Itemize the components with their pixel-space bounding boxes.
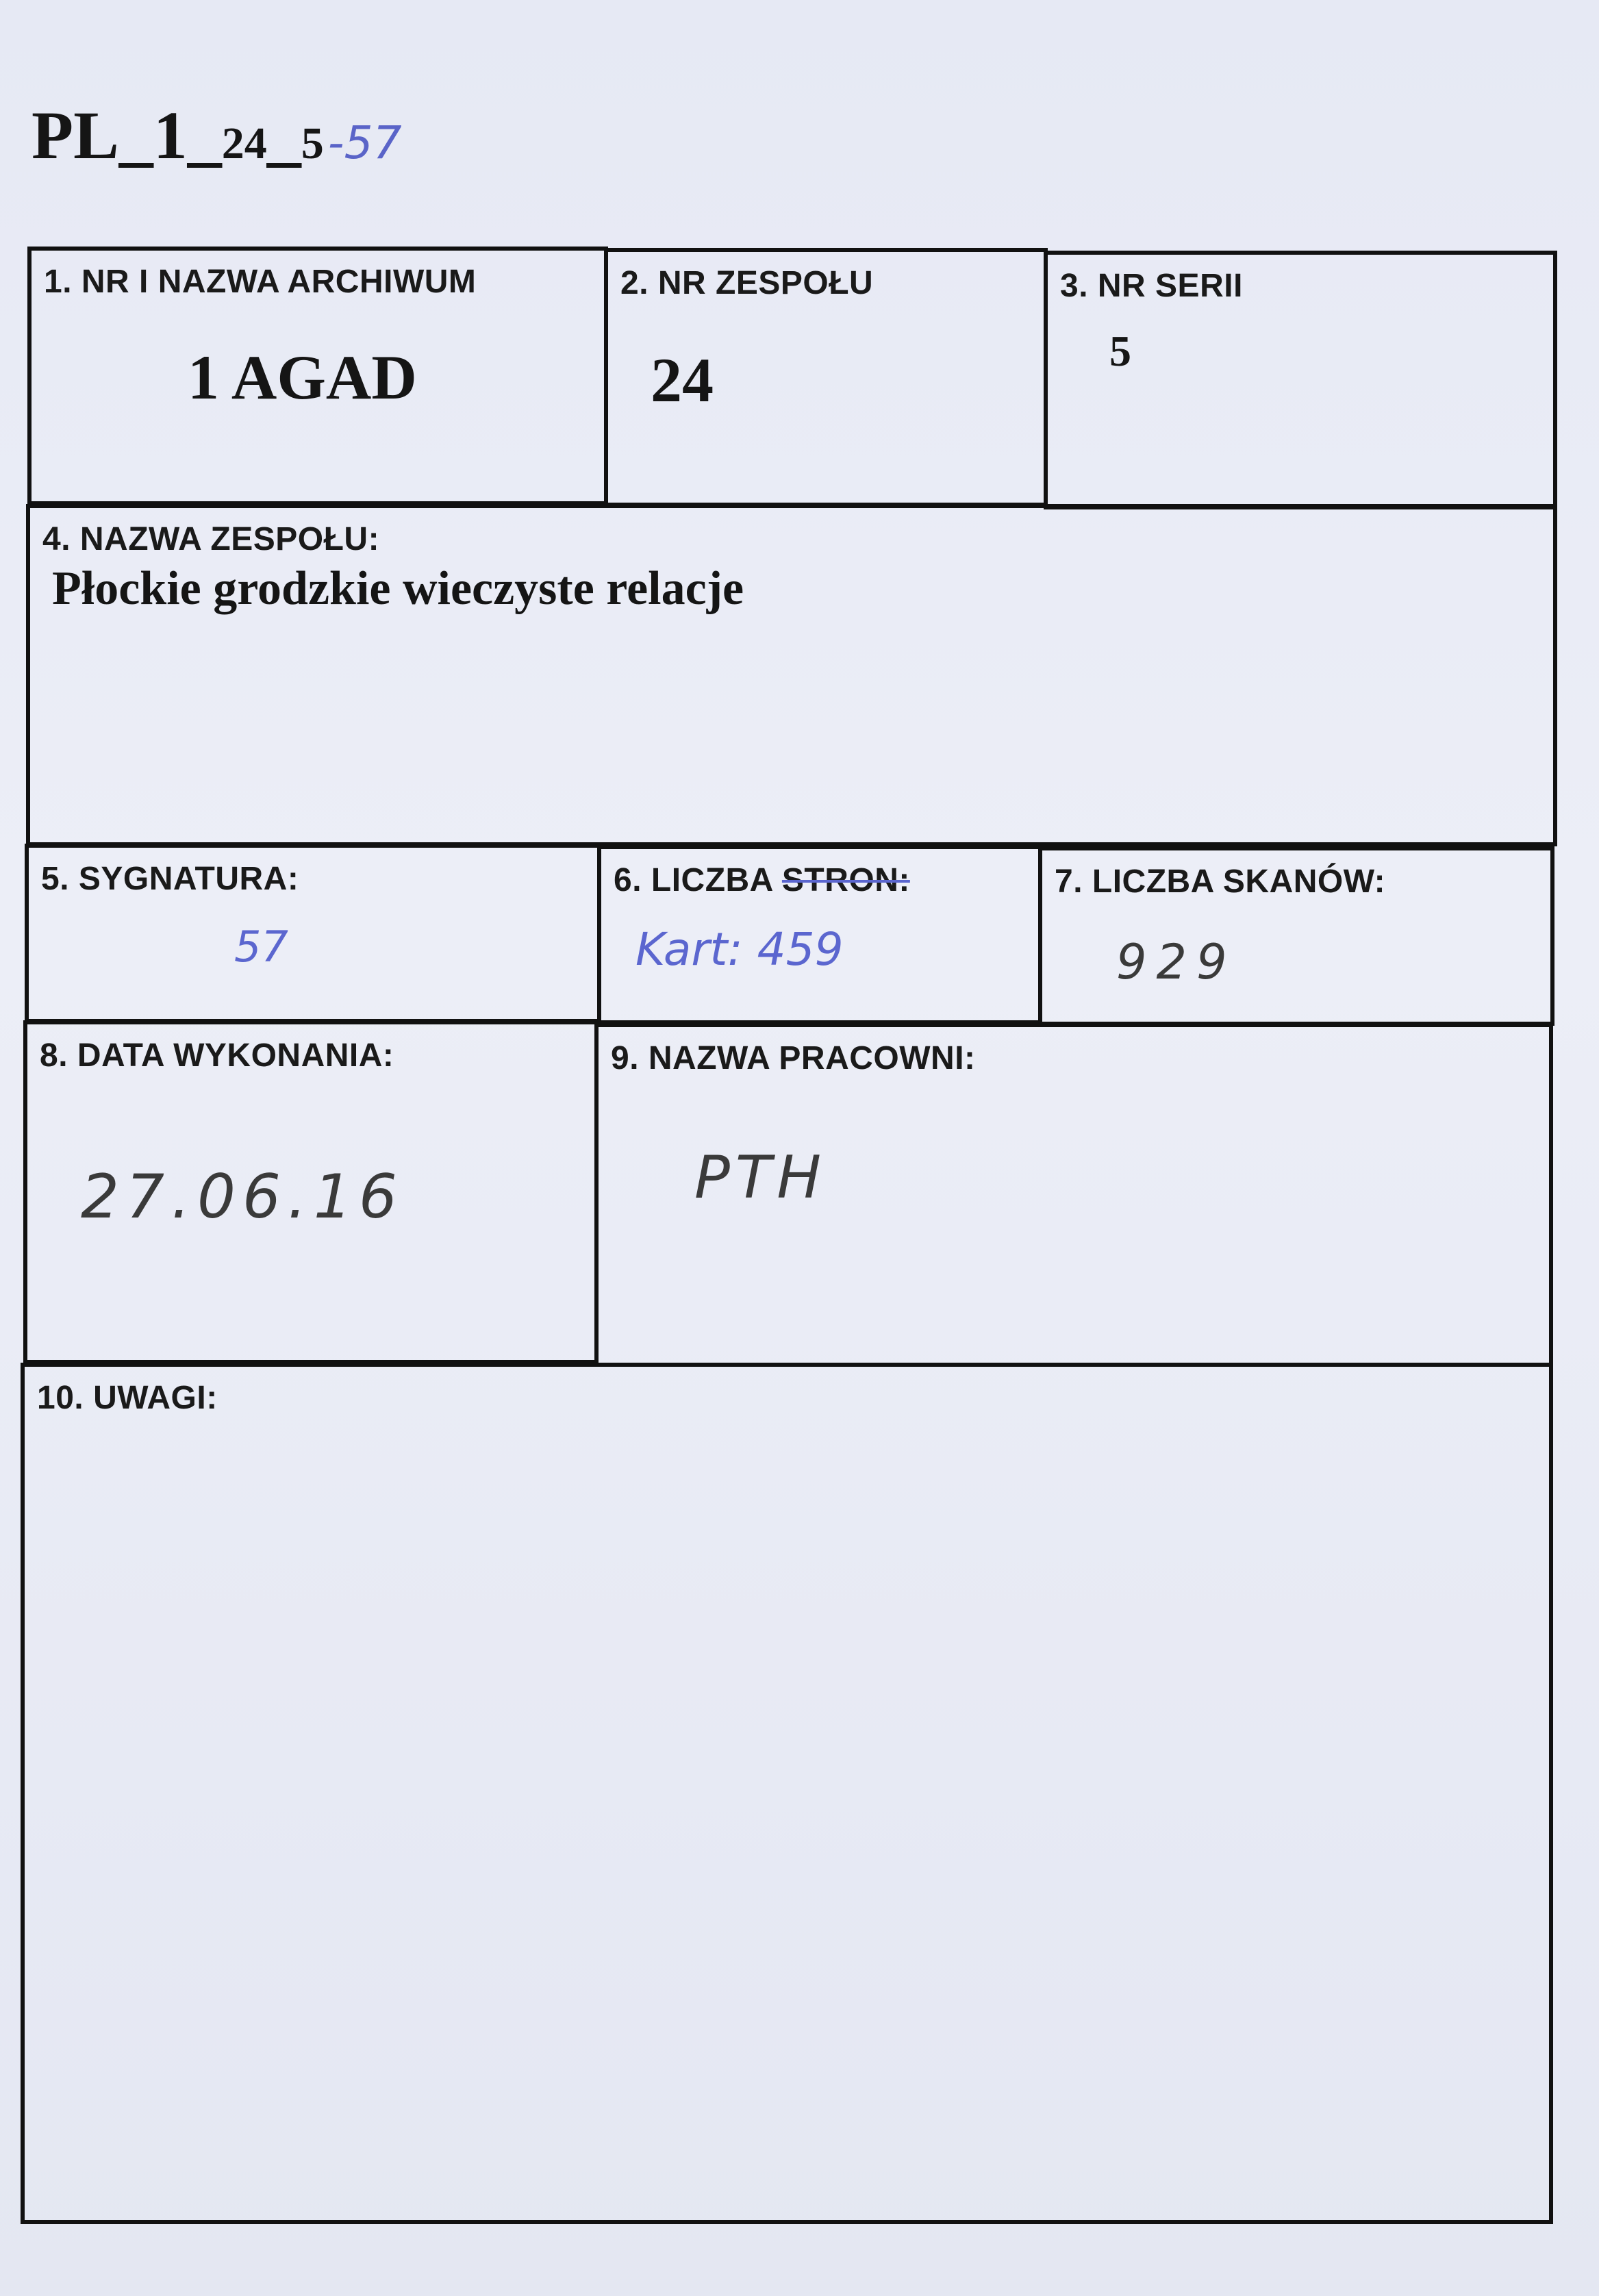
page-count-value: Kart: 459: [635, 923, 844, 976]
series-number-value: 5: [1109, 327, 1131, 375]
document-code: [32, 96, 402, 185]
code-pl: PL: [32, 97, 119, 173]
code-fonds-number: 24: [221, 118, 267, 168]
page-count-label-struck: STRON:: [781, 862, 910, 898]
studio-label: 9. NAZWA PRACOWNI:: [611, 1040, 976, 1076]
archive-value: 1 AGAD: [188, 342, 417, 412]
fonds-number-value: 24: [651, 345, 714, 415]
studio-value: PTH: [694, 1144, 827, 1212]
fonds-name-cell: [26, 504, 1557, 846]
fonds-name-label: 4. NAZWA ZESPOŁU:: [42, 521, 380, 557]
archive-cell: [27, 247, 608, 505]
code-handwritten-suffix: -57: [327, 116, 402, 169]
archive-label: 1. NR I NAZWA ARCHIWUM: [44, 264, 477, 300]
date-label: 8. DATA WYKONANIA:: [40, 1037, 394, 1074]
code-separator: _: [187, 97, 222, 173]
page-count-label: [614, 861, 910, 899]
scan-count-cell: [1038, 846, 1554, 1026]
code-separator: _: [118, 97, 153, 173]
signature-cell: [25, 844, 601, 1023]
scan-count-value: 929: [1116, 934, 1237, 990]
studio-cell: [594, 1023, 1553, 1367]
fonds-name-value: Płockie grodzkie wieczyste relacje: [52, 562, 744, 615]
notes-cell: [21, 1363, 1553, 2224]
code-archive-number: 1: [153, 97, 188, 173]
scan-count-label: 7. LICZBA SKANÓW:: [1055, 863, 1386, 900]
series-number-label: 3. NR SERII: [1060, 268, 1243, 304]
page-count-label-prefix: 6. LICZBA: [614, 862, 782, 898]
date-value: 27.06.16: [81, 1161, 404, 1232]
code-series-number: 5: [301, 118, 324, 168]
series-number-cell: [1044, 251, 1557, 509]
code-separator: _: [266, 97, 301, 173]
signature-label: 5. SYGNATURA:: [41, 861, 299, 897]
signature-value: 57: [234, 922, 288, 972]
fonds-number-cell: [604, 248, 1048, 507]
page-count-cell: [597, 845, 1042, 1024]
fonds-number-label: 2. NR ZESPOŁU: [620, 265, 874, 301]
notes-label: 10. UWAGI:: [37, 1380, 218, 1416]
date-cell: [23, 1020, 599, 1364]
